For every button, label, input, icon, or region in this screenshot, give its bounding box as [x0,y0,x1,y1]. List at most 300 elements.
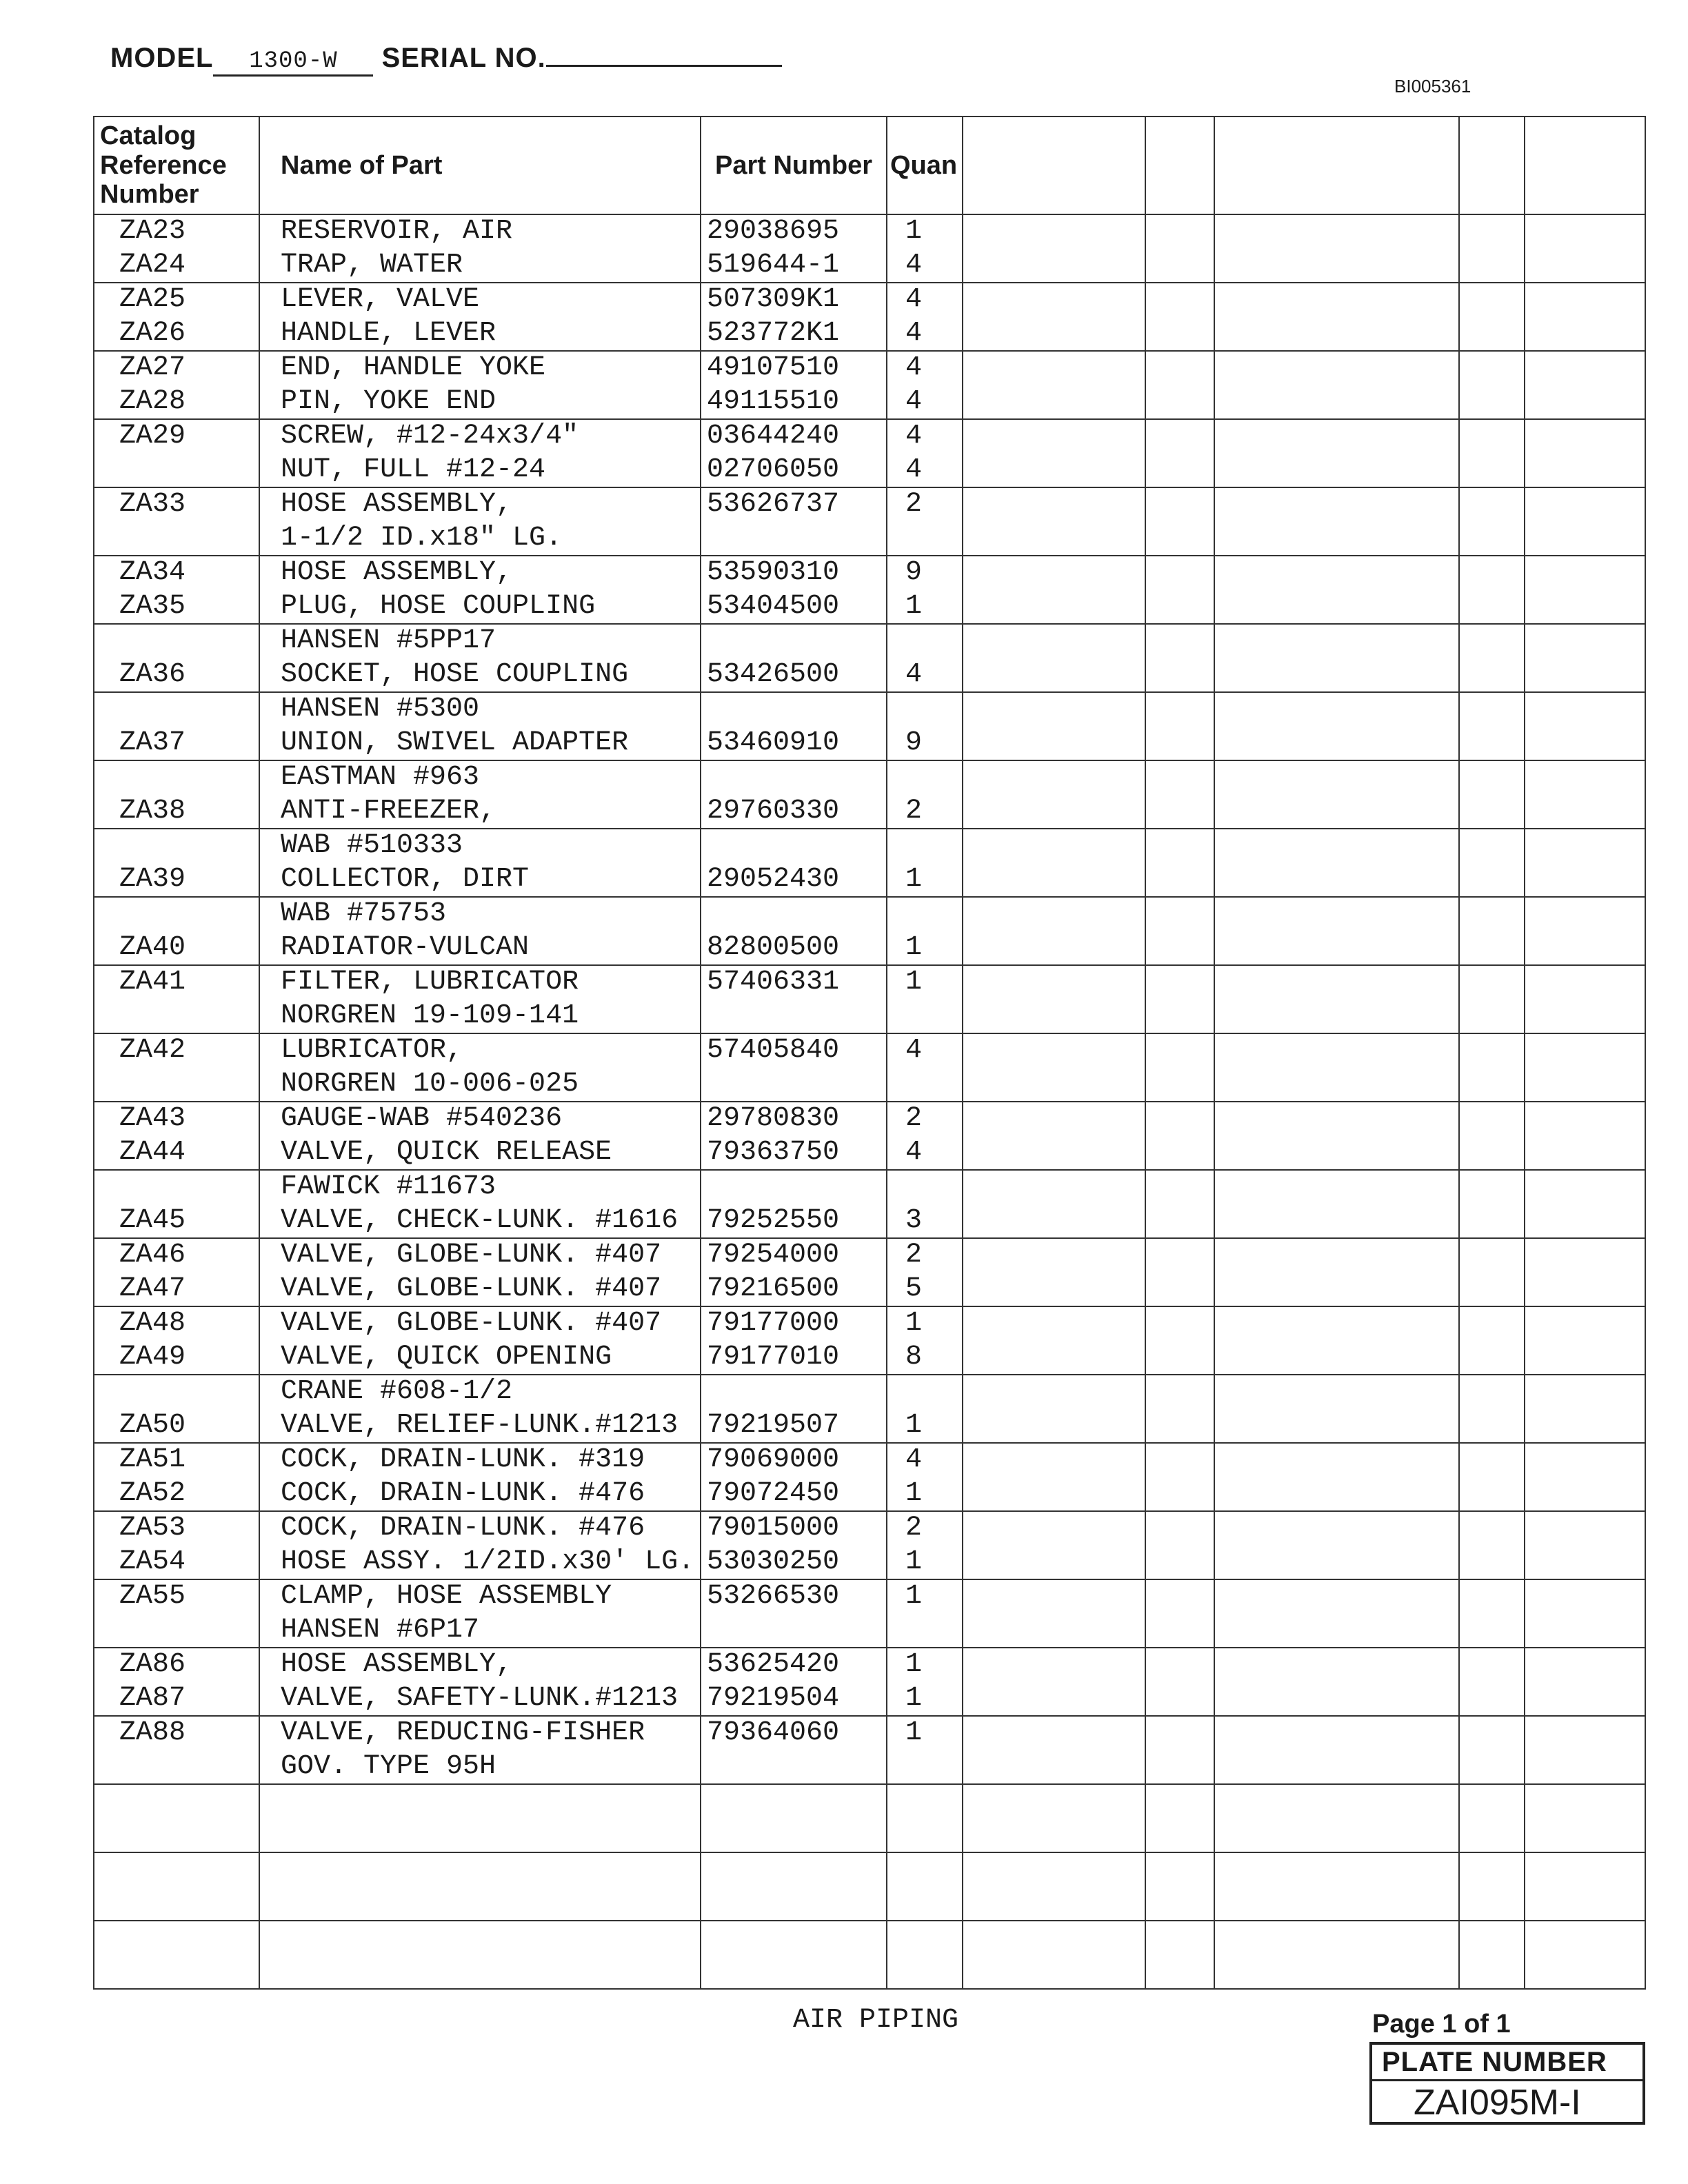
quantity-line: 4 [905,454,923,485]
part-number-line: 49107510 [707,352,840,383]
blank-cell [963,1852,1145,1921]
plate-number-label: PLATE NUMBER [1372,2045,1642,2081]
plate-number-value: ZAI095M-I [1414,2083,1581,2123]
catalog-ref-line: ZA36 [119,658,186,690]
part-number-cell [701,556,887,624]
part-number-line: 29760330 [707,795,840,827]
blank-column-header [963,117,1145,214]
blank-cell [1459,692,1525,760]
table-row [94,1170,1645,1238]
part-name-cell [259,692,701,760]
catalog-ref-line: ZA53 [119,1513,186,1544]
part-name-line: VALVE, RELIEF-LUNK.#1213 [281,1409,679,1441]
catalog-ref-cell [94,1238,259,1306]
table-row [94,1238,1645,1306]
blank-cell [1214,965,1459,1033]
part-name-cell [259,1033,701,1102]
part-number-line [707,522,886,556]
catalog-ref-cell [94,556,259,624]
catalog-ref-cell [94,1852,259,1921]
blank-cell [1459,897,1525,965]
blank-cell [963,1716,1145,1784]
part-name-line: CLAMP, HOSE ASSEMBLY [281,1581,612,1612]
part-number-cell [701,1033,887,1102]
part-name-line: VALVE, QUICK RELEASE [281,1136,612,1168]
part-name-line: VALVE, GLOBE-LUNK. #407 [281,1308,662,1339]
part-number-line: 02706050 [707,454,840,485]
part-name-line: VALVE, CHECK-LUNK. #1616 [281,1204,679,1236]
part-number-cell [701,1443,887,1511]
part-number-line: 519644-1 [707,249,840,281]
table-row [94,1033,1645,1102]
table-row [94,487,1645,556]
parts-table [93,116,1646,1990]
catalog-ref-cell [94,1033,259,1102]
plate-number-box [1369,2042,1645,2125]
part-name-line: EASTMAN #963 [281,762,480,793]
catalog-ref-line: ZA52 [119,1477,186,1509]
part-name-line: VALVE, SAFETY-LUNK.#1213 [281,1682,679,1714]
part-number-line: 507309K1 [707,284,840,315]
quantity-line: 3 [905,1204,923,1236]
table-row [94,1648,1645,1716]
quantity-line: 8 [905,1341,923,1373]
part-name-line: FAWICK #11673 [281,1171,496,1202]
quantity-cell [887,1306,963,1375]
catalog-ref-line: ZA51 [119,1444,186,1475]
blank-cell [1214,1511,1459,1579]
blank-cell [963,283,1145,351]
part-name-line [281,1853,700,1887]
catalog-ref-line: ZA41 [119,967,186,998]
part-name-line: HANSEN #6P17 [281,1614,480,1646]
catalog-ref-line [119,1887,259,1921]
part-name-line: LUBRICATOR, [281,1035,463,1066]
part-number-line: 49115510 [707,385,840,417]
blank-cell [1145,1033,1214,1102]
part-number-line: 79363750 [707,1136,840,1168]
part-name-cell [259,1443,701,1511]
blank-cell [1525,419,1645,487]
part-name-line: HANSEN #5PP17 [281,625,496,656]
quantity-cell [887,1784,963,1852]
blank-cell [1459,351,1525,419]
part-number-line: 53426500 [707,658,840,690]
part-number-line [707,625,886,658]
part-number-line: 53460910 [707,727,840,758]
blank-cell [963,1511,1145,1579]
model-value: 1300-W [213,48,373,77]
quantity-cell [887,1579,963,1648]
part-number-line [707,1750,886,1784]
part-name-line: HOSE ASSY. 1/2ID.x30' LG. [281,1546,695,1577]
part-number-cell [701,1716,887,1784]
quantity-line [905,1171,962,1204]
blank-cell [1214,624,1459,692]
part-name-cell [259,1921,701,1989]
part-name-cell [259,214,701,283]
part-name-line: 1-1/2 ID.x18" LG. [281,522,563,554]
blank-cell [963,1579,1145,1648]
catalog-ref-cell [94,487,259,556]
catalog-ref-line: ZA86 [119,1649,186,1680]
quantity-line [905,625,962,658]
quantity-cell [887,1033,963,1102]
quantity-line: 4 [905,1136,923,1168]
catalog-ref-line: ZA46 [119,1240,186,1271]
blank-cell [1525,214,1645,283]
blank-cell [1145,1716,1214,1784]
part-number-cell [701,829,887,897]
blank-cell [1525,760,1645,829]
catalog-ref-line: ZA49 [119,1341,186,1373]
catalog-ref-cell [94,1716,259,1784]
part-name-line: VALVE, GLOBE-LUNK. #407 [281,1273,662,1304]
part-number-cell [701,1648,887,1716]
blank-cell [1459,1511,1525,1579]
part-number-line: 79177010 [707,1341,840,1373]
blank-cell [1145,419,1214,487]
blank-cell [1145,1238,1214,1306]
blank-cell [1459,419,1525,487]
blank-cell [1459,1579,1525,1648]
part-name-line: VALVE, QUICK OPENING [281,1341,612,1373]
blank-cell [1145,624,1214,692]
part-name-cell [259,1511,701,1579]
serial-label: SERIAL NO. [381,43,546,73]
blank-cell [1459,1648,1525,1716]
blank-cell [1525,556,1645,624]
blank-cell [1214,1784,1459,1852]
part-number-line [707,1068,886,1102]
blank-cell [963,1375,1145,1443]
catalog-ref-line: ZA33 [119,489,186,520]
part-number-line: 79216500 [707,1273,840,1304]
catalog-ref-cell [94,1306,259,1375]
quantity-line: 1 [905,1308,923,1339]
catalog-ref-line [119,625,259,658]
part-number-line: 29038695 [707,216,840,247]
quantity-line: 1 [905,590,923,622]
blank-cell [1525,1375,1645,1443]
blank-cell [1525,1852,1645,1921]
part-name-cell [259,829,701,897]
part-number-line: 29052430 [707,863,840,895]
blank-cell [1214,1648,1459,1716]
catalog-ref-line: ZA44 [119,1136,186,1168]
blank-cell [1525,487,1645,556]
catalog-ref-line: ZA38 [119,795,186,827]
quantity-cell [887,1852,963,1921]
blank-cell [1214,1102,1459,1170]
part-number-line: 82800500 [707,931,840,963]
blank-cell [1145,1784,1214,1852]
blank-cell [963,1921,1145,1989]
quantity-line: 2 [905,1103,923,1134]
catalog-ref-line: ZA39 [119,863,186,895]
part-number-cell [701,1579,887,1648]
part-number-cell [701,624,887,692]
quantity-line: 2 [905,1240,923,1271]
blank-cell [1525,1784,1645,1852]
part-name-line: HANDLE, LEVER [281,317,496,349]
part-name-line [281,1887,700,1921]
part-number-line: 79254000 [707,1240,840,1271]
part-number-line: 53030250 [707,1546,840,1577]
blank-cell [1214,1443,1459,1511]
blank-cell [1214,556,1459,624]
blank-column-header [1525,117,1645,214]
part-number-line [707,1887,886,1921]
part-number-line: 79015000 [707,1513,840,1544]
catalog-ref-line [119,693,259,727]
table-row [94,1443,1645,1511]
catalog-ref-line: ZA47 [119,1273,186,1304]
quantity-line [905,1955,962,1989]
part-name-line: COCK, DRAIN-LUNK. #476 [281,1513,645,1544]
part-name-line: GOV. TYPE 95H [281,1750,496,1782]
part-name-cell [259,1716,701,1784]
table-row [94,1921,1645,1989]
catalog-ref-line [119,522,259,556]
quantity-line: 4 [905,317,923,349]
quantity-line: 1 [905,1581,923,1612]
catalog-ref-cell [94,1579,259,1648]
part-number-line: 79219504 [707,1682,840,1714]
blank-cell [1459,965,1525,1033]
quantity-cell [887,829,963,897]
table-row [94,897,1645,965]
table-row [94,283,1645,351]
part-name-line [281,1921,700,1955]
blank-cell [1525,1102,1645,1170]
part-name-line: UNION, SWIVEL ADAPTER [281,727,629,758]
part-number-line: 79219507 [707,1409,840,1441]
quantity-line: 4 [905,352,923,383]
part-name-line: HOSE ASSEMBLY, [281,489,513,520]
part-number-line: 79069000 [707,1444,840,1475]
section-title: AIR PIPING [793,2005,959,2036]
blank-cell [1525,829,1645,897]
table-row [94,351,1645,419]
header-row [94,117,1645,214]
part-name-cell [259,556,701,624]
quantity-line: 1 [905,931,923,963]
blank-cell [1145,351,1214,419]
part-name-line: NORGREN 10-006-025 [281,1068,579,1100]
quantity-line: 9 [905,557,923,588]
part-name-line: PLUG, HOSE COUPLING [281,590,596,622]
blank-cell [1525,965,1645,1033]
quantity-line: 1 [905,216,923,247]
blank-cell [1525,1238,1645,1306]
part-name-line: WAB #75753 [281,898,447,929]
blank-cell [1214,1852,1459,1921]
blank-cell [1145,897,1214,965]
blank-cell [1214,1033,1459,1102]
part-name-cell [259,1238,701,1306]
quantity-line [905,522,962,556]
part-name-line: TRAP, WATER [281,249,463,281]
blank-cell [1145,214,1214,283]
blank-cell [1145,1648,1214,1716]
blank-cell [963,419,1145,487]
quantity-cell [887,692,963,760]
quantity-line: 9 [905,727,923,758]
quantity-cell [887,1375,963,1443]
quantity-line: 4 [905,1035,923,1066]
part-number-cell [701,351,887,419]
catalog-ref-line: ZA35 [119,590,186,622]
catalog-ref-line [119,829,259,863]
quantity-cell [887,1921,963,1989]
blank-cell [1525,1716,1645,1784]
part-number-cell [701,760,887,829]
part-number-line [707,1614,886,1648]
quantity-line [905,1887,962,1921]
catalog-ref-cell [94,1648,259,1716]
part-number-cell [701,1375,887,1443]
part-number-cell [701,965,887,1033]
catalog-ref-line [119,898,259,931]
blank-cell [1145,1443,1214,1511]
blank-cell [1525,351,1645,419]
table-row [94,1375,1645,1443]
blank-cell [963,1238,1145,1306]
quantity-cell [887,1238,963,1306]
part-number-line: 523772K1 [707,317,840,349]
catalog-ref-line: ZA88 [119,1717,186,1748]
catalog-ref-line: ZA40 [119,931,186,963]
part-number-line: 53625420 [707,1649,840,1680]
blank-cell [963,487,1145,556]
quantity-line [905,693,962,727]
part-number-line [707,1375,886,1409]
blank-cell [1525,1511,1645,1579]
catalog-ref-line: ZA45 [119,1204,186,1236]
part-number-line: 79072450 [707,1477,840,1509]
part-number-cell [701,897,887,965]
part-name-cell [259,487,701,556]
quantity-line [905,829,962,863]
part-number-cell [701,1102,887,1170]
part-name-line: NUT, FULL #12-24 [281,454,546,485]
quantity-line [905,1853,962,1887]
part-name-line: GAUGE-WAB #540236 [281,1103,563,1134]
part-number-cell [701,214,887,283]
part-number-cell [701,1511,887,1579]
table-row [94,965,1645,1033]
quantity-line [905,1785,962,1819]
quantity-cell [887,351,963,419]
quantity-line: 1 [905,1546,923,1577]
quantity-line: 1 [905,1409,923,1441]
catalog-ref-cell [94,1784,259,1852]
part-number-cell [701,1306,887,1375]
part-name-cell [259,897,701,965]
blank-cell [1459,760,1525,829]
blank-column-header [1145,117,1214,214]
blank-cell [1525,1579,1645,1648]
quantity-cell [887,1511,963,1579]
blank-cell [1214,1306,1459,1375]
quantity-line: 2 [905,489,923,520]
blank-cell [1145,487,1214,556]
part-name-line: HOSE ASSEMBLY, [281,1649,513,1680]
catalog-ref-line: ZA34 [119,557,186,588]
quantity-line [905,1819,962,1852]
catalog-ref-line [119,1068,259,1102]
part-number-line [707,1171,886,1204]
blank-cell [963,556,1145,624]
part-number-cell [701,692,887,760]
quantity-line: 1 [905,863,923,895]
parts-table-body [94,214,1645,1989]
catalog-ref-cell [94,965,259,1033]
part-name-cell [259,283,701,351]
quantity-line [905,1068,962,1102]
quantity-line: 1 [905,1477,923,1509]
quantity-line: 1 [905,1682,923,1714]
table-row [94,1511,1645,1579]
blank-cell [1145,1921,1214,1989]
quantity-cell [887,487,963,556]
blank-cell [1525,1306,1645,1375]
part-name-line: VALVE, REDUCING-FISHER [281,1717,645,1748]
part-name-cell [259,419,701,487]
table-row [94,692,1645,760]
catalog-ref-cell [94,897,259,965]
part-name-cell [259,1852,701,1921]
catalog-ref-line: ZA42 [119,1035,186,1066]
catalog-ref-cell [94,351,259,419]
blank-cell [1459,1716,1525,1784]
serial-value [546,65,782,67]
catalog-ref-cell [94,829,259,897]
model-label: MODEL [110,43,214,73]
part-name-line: NORGREN 19-109-141 [281,1000,579,1031]
blank-cell [1214,692,1459,760]
blank-cell [1525,692,1645,760]
catalog-ref-line [119,1819,259,1852]
part-name-cell [259,965,701,1033]
part-number-cell [701,1852,887,1921]
quantity-line: 4 [905,421,923,452]
quantity-line: 4 [905,249,923,281]
part-name-cell [259,1306,701,1375]
part-number-line [707,761,886,795]
catalog-ref-line: ZA54 [119,1546,186,1577]
quantity-cell [887,419,963,487]
table-row [94,1852,1645,1921]
blank-cell [963,1784,1145,1852]
table-row [94,1716,1645,1784]
part-number-line: 79252550 [707,1204,840,1236]
part-number-line [707,898,886,931]
catalog-ref-line: ZA29 [119,421,186,452]
catalog-ref-cell [94,1170,259,1238]
quantity-cell [887,624,963,692]
catalog-ref-line: ZA27 [119,352,186,383]
quantity-line [905,1750,962,1784]
quantity-line: 4 [905,284,923,315]
blank-cell [1214,1375,1459,1443]
blank-cell [1214,214,1459,283]
part-number-line: 29780830 [707,1103,840,1134]
quantity-line: 1 [905,967,923,998]
quantity-line: 2 [905,1513,923,1544]
part-name-line: SCREW, #12-24x3/4" [281,421,579,452]
